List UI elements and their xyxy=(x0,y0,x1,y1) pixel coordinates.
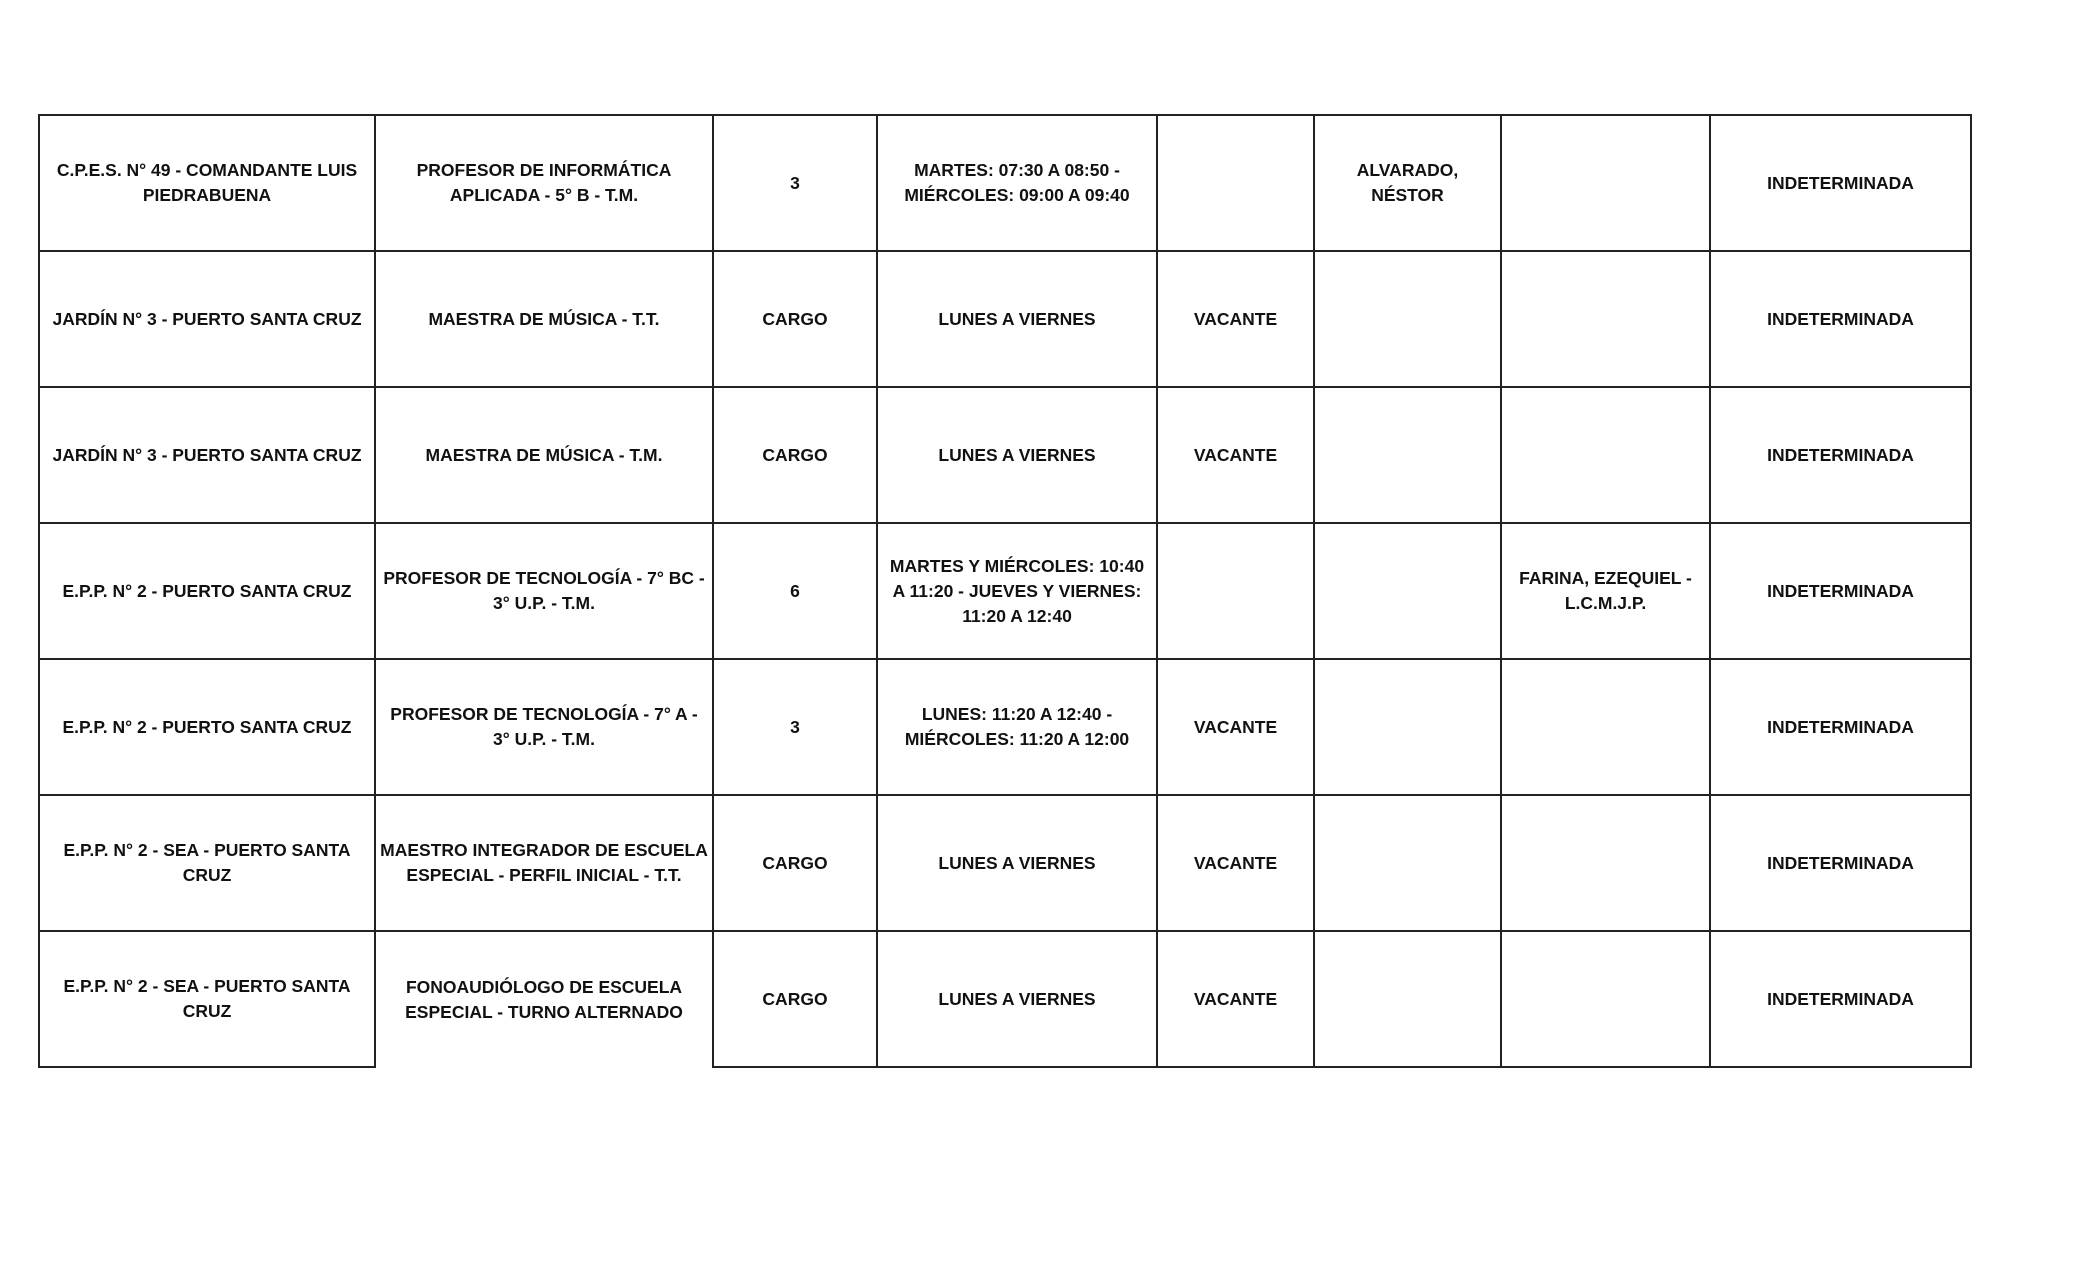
position-cell: MAESTRA DE MÚSICA - T.T. xyxy=(375,251,713,387)
duration-cell: INDETERMINADA xyxy=(1710,387,1971,523)
position-cell: PROFESOR DE TECNOLOGÍA - 7° BC - 3° U.P. - T.M. xyxy=(375,523,713,659)
hours-cell: CARGO xyxy=(713,931,877,1067)
school-cell: E.P.P. N° 2 - PUERTO SANTA CRUZ xyxy=(39,523,375,659)
table-row xyxy=(39,523,1971,659)
substitute-cell xyxy=(1501,115,1710,251)
substitute-cell xyxy=(1501,387,1710,523)
status-cell xyxy=(1157,523,1314,659)
substitute-cell xyxy=(1501,931,1710,1067)
holder-cell xyxy=(1314,251,1501,387)
duration-cell: INDETERMINADA xyxy=(1710,795,1971,931)
hours-cell: 3 xyxy=(713,659,877,795)
status-cell: VACANTE xyxy=(1157,795,1314,931)
school-cell: JARDÍN N° 3 - PUERTO SANTA CRUZ xyxy=(39,251,375,387)
status-cell: VACANTE xyxy=(1157,659,1314,795)
status-cell xyxy=(1157,115,1314,251)
schedule-cell: LUNES A VIERNES xyxy=(877,387,1157,523)
table-row xyxy=(39,387,1971,523)
holder-cell xyxy=(1314,931,1501,1067)
holder-cell xyxy=(1314,659,1501,795)
schedule-cell: LUNES A VIERNES xyxy=(877,795,1157,931)
school-cell: E.P.P. N° 2 - SEA - PUERTO SANTA CRUZ xyxy=(39,795,375,931)
position-cell: PROFESOR DE INFORMÁTICA APLICADA - 5° B - T.M. xyxy=(375,115,713,251)
position-cell: MAESTRA DE MÚSICA - T.M. xyxy=(375,387,713,523)
position-cell: PROFESOR DE TECNOLOGÍA - 7° A - 3° U.P. - T.M. xyxy=(375,659,713,795)
holder-cell xyxy=(1314,523,1501,659)
duration-cell: INDETERMINADA xyxy=(1710,523,1971,659)
status-cell: VACANTE xyxy=(1157,931,1314,1067)
vacancy-table xyxy=(38,114,1972,1068)
table-row xyxy=(39,659,1971,795)
status-cell: VACANTE xyxy=(1157,387,1314,523)
table-row xyxy=(39,795,1971,931)
duration-cell: INDETERMINADA xyxy=(1710,659,1971,795)
position-cell: FONOAUDIÓLOGO DE ESCUELA ESPECIAL - TURNO ALTERNADO xyxy=(375,931,713,1067)
substitute-cell xyxy=(1501,251,1710,387)
table-row xyxy=(39,115,1971,251)
substitute-cell xyxy=(1501,659,1710,795)
hours-cell: CARGO xyxy=(713,795,877,931)
substitute-cell: FARINA, EZEQUIEL - L.C.M.J.P. xyxy=(1501,523,1710,659)
schedule-cell: MARTES Y MIÉRCOLES: 10:40 A 11:20 - JUEVES Y VIERNES: 11:20 A 12:40 xyxy=(877,523,1157,659)
duration-cell: INDETERMINADA xyxy=(1710,115,1971,251)
table-row xyxy=(39,251,1971,387)
substitute-cell xyxy=(1501,795,1710,931)
school-cell: E.P.P. N° 2 - SEA - PUERTO SANTA CRUZ xyxy=(39,931,375,1067)
table-row xyxy=(39,931,1971,1067)
holder-cell xyxy=(1314,387,1501,523)
schedule-cell: MARTES: 07:30 A 08:50 - MIÉRCOLES: 09:00 A 09:40 xyxy=(877,115,1157,251)
school-cell: E.P.P. N° 2 - PUERTO SANTA CRUZ xyxy=(39,659,375,795)
hours-cell: CARGO xyxy=(713,387,877,523)
vacancy-table-body xyxy=(39,115,1971,1067)
duration-cell: INDETERMINADA xyxy=(1710,931,1971,1067)
holder-cell xyxy=(1314,795,1501,931)
holder-cell: ALVARADO, NÉSTOR xyxy=(1314,115,1501,251)
duration-cell: INDETERMINADA xyxy=(1710,251,1971,387)
status-cell: VACANTE xyxy=(1157,251,1314,387)
position-cell: MAESTRO INTEGRADOR DE ESCUELA ESPECIAL - PERFIL INICIAL - T.T. xyxy=(375,795,713,931)
school-cell: C.P.E.S. N° 49 - COMANDANTE LUIS PIEDRABUENA xyxy=(39,115,375,251)
hours-cell: 3 xyxy=(713,115,877,251)
hours-cell: 6 xyxy=(713,523,877,659)
schedule-cell: LUNES A VIERNES xyxy=(877,251,1157,387)
school-cell: JARDÍN N° 3 - PUERTO SANTA CRUZ xyxy=(39,387,375,523)
hours-cell: CARGO xyxy=(713,251,877,387)
schedule-cell: LUNES A VIERNES xyxy=(877,931,1157,1067)
schedule-cell: LUNES: 11:20 A 12:40 - MIÉRCOLES: 11:20 A 12:00 xyxy=(877,659,1157,795)
